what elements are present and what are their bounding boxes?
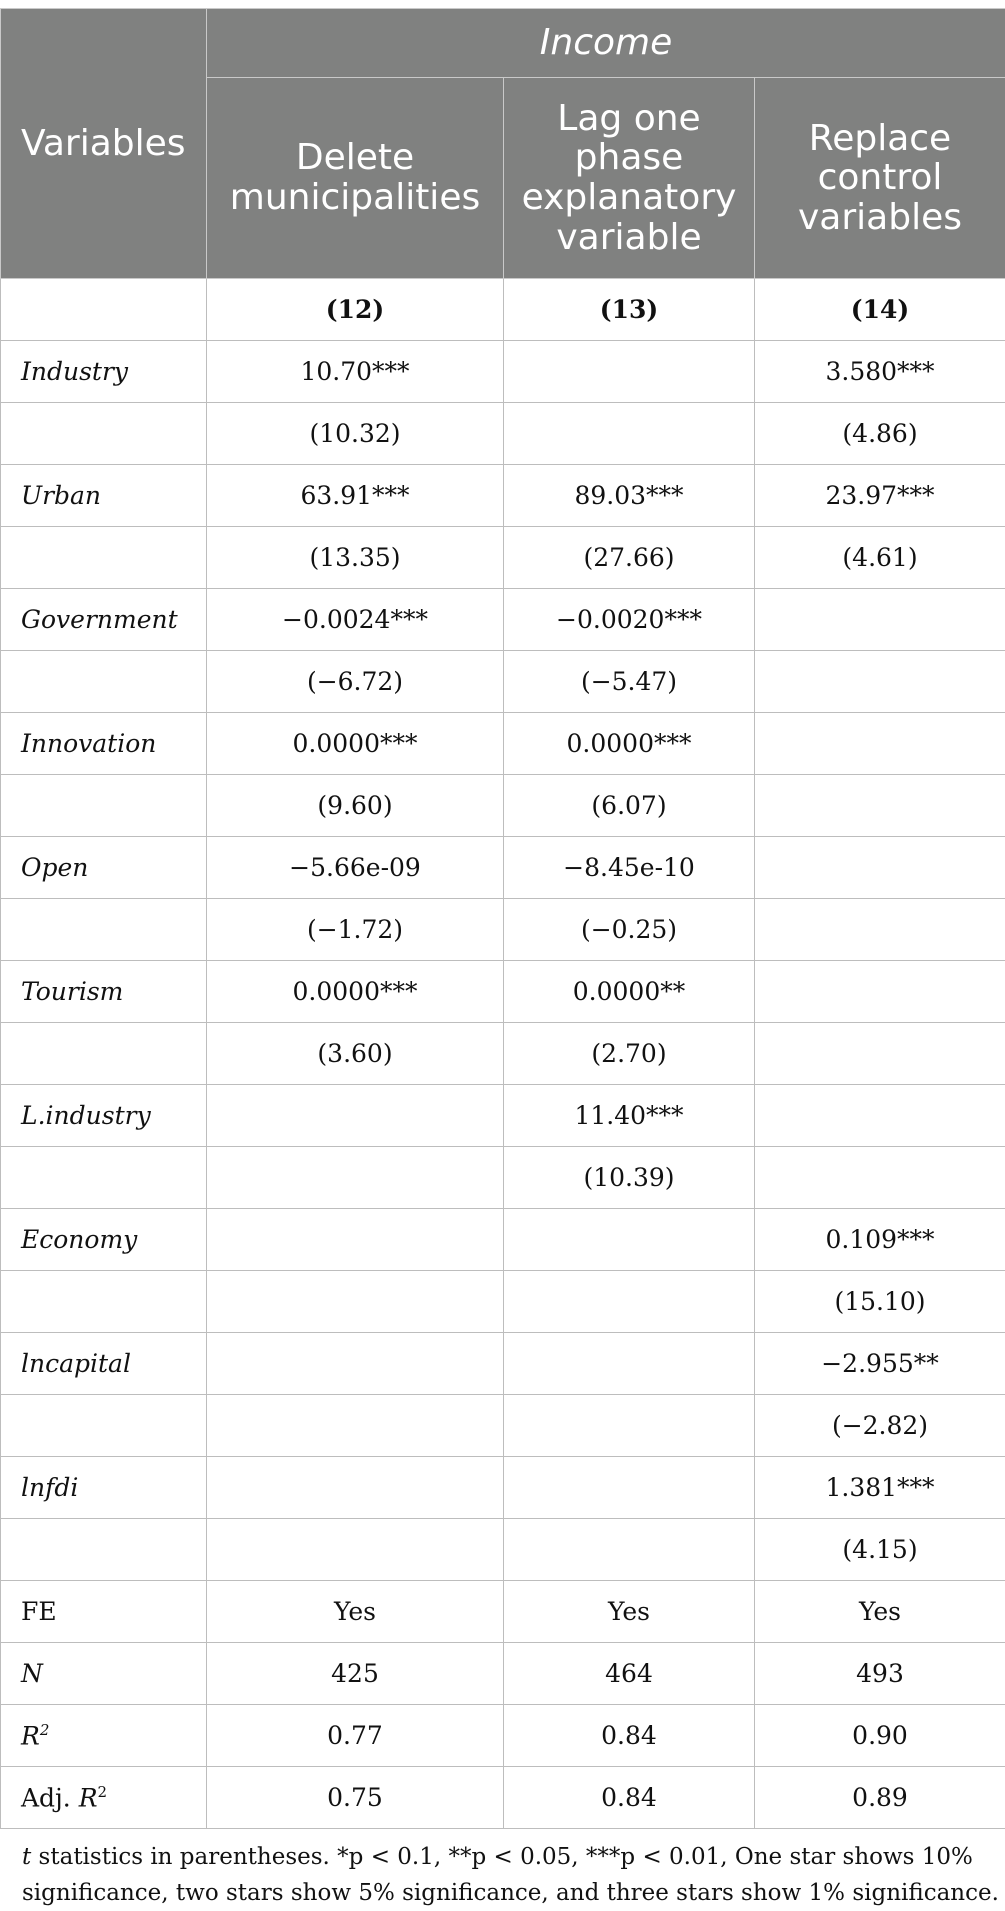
row-label xyxy=(1,403,207,465)
superscript: 2 xyxy=(98,1783,108,1801)
table-cell xyxy=(207,1085,504,1147)
statistics-rows xyxy=(1,1581,1005,1829)
table-cell: (3.60) xyxy=(207,1023,504,1085)
variables-header: Variables xyxy=(1,9,207,279)
table-cell xyxy=(755,713,1005,775)
coefficient-rows xyxy=(1,341,1005,1581)
table-cell: 0.90 xyxy=(755,1705,1005,1767)
table-cell xyxy=(504,403,755,465)
table-row xyxy=(1,589,1005,651)
results-table-container xyxy=(0,8,1005,1911)
table-cell xyxy=(207,1271,504,1333)
row-label xyxy=(1,775,207,837)
fe-row xyxy=(1,1581,1005,1643)
table-cell xyxy=(755,589,1005,651)
header-row-top xyxy=(1,9,1005,78)
table-cell: 0.0000*** xyxy=(504,713,755,775)
table-row xyxy=(1,1519,1005,1581)
table-cell: (27.66) xyxy=(504,527,755,589)
table-row xyxy=(1,403,1005,465)
r-symbol: R xyxy=(79,1783,98,1812)
table-cell xyxy=(755,651,1005,713)
table-row xyxy=(1,527,1005,589)
table-cell: (4.61) xyxy=(755,527,1005,589)
table-cell: (13.35) xyxy=(207,527,504,589)
table-cell: −5.66e-09 xyxy=(207,837,504,899)
table-cell: Yes xyxy=(504,1581,755,1643)
table-cell xyxy=(207,1519,504,1581)
table-cell: (−5.47) xyxy=(504,651,755,713)
table-cell xyxy=(207,1209,504,1271)
table-cell: 0.84 xyxy=(504,1767,755,1829)
table-cell: 3.580*** xyxy=(755,341,1005,403)
table-cell xyxy=(755,1147,1005,1209)
table-cell: Yes xyxy=(755,1581,1005,1643)
table-row xyxy=(1,1147,1005,1209)
table-cell: (15.10) xyxy=(755,1271,1005,1333)
table-row xyxy=(1,1457,1005,1519)
table-cell: 0.84 xyxy=(504,1705,755,1767)
table-cell: 0.109*** xyxy=(755,1209,1005,1271)
r2-row xyxy=(1,1705,1005,1767)
table-cell: 0.0000** xyxy=(504,961,755,1023)
row-label xyxy=(1,1023,207,1085)
table-cell: (4.15) xyxy=(755,1519,1005,1581)
table-cell: 10.70*** xyxy=(207,341,504,403)
row-label: Tourism xyxy=(1,961,207,1023)
row-label xyxy=(1,1519,207,1581)
table-cell xyxy=(755,1023,1005,1085)
row-label: FE xyxy=(1,1581,207,1643)
table-cell xyxy=(755,837,1005,899)
footnote-text: statistics in parentheses. *p < 0.1, **p < 0.05, ***p < 0.01, One star shows 10% significance, two stars show 5% significance, and three stars show 1% significance. xyxy=(22,1844,999,1906)
table-cell: (4.86) xyxy=(755,403,1005,465)
table-cell: 89.03*** xyxy=(504,465,755,527)
column-header-delete-municipalities: Delete municipalities xyxy=(207,78,504,279)
income-header: Income xyxy=(207,9,1005,78)
n-row xyxy=(1,1643,1005,1705)
row-label xyxy=(1,527,207,589)
row-label: lnfdi xyxy=(1,1457,207,1519)
table-cell: (9.60) xyxy=(207,775,504,837)
table-row xyxy=(1,837,1005,899)
table-cell: (2.70) xyxy=(504,1023,755,1085)
table-cell xyxy=(504,341,755,403)
row-label: Government xyxy=(1,589,207,651)
column-number-blank xyxy=(1,279,207,341)
row-label xyxy=(1,1395,207,1457)
table-row xyxy=(1,341,1005,403)
table-cell: (6.07) xyxy=(504,775,755,837)
row-label xyxy=(1,1271,207,1333)
table-header xyxy=(1,9,1005,279)
table-cell: 0.75 xyxy=(207,1767,504,1829)
footnote-lead: t xyxy=(22,1844,31,1870)
table-cell: 1.381*** xyxy=(755,1457,1005,1519)
table-body xyxy=(1,279,1005,341)
table-cell xyxy=(504,1519,755,1581)
table-cell xyxy=(504,1209,755,1271)
table-cell xyxy=(504,1395,755,1457)
table-cell: 0.77 xyxy=(207,1705,504,1767)
table-row xyxy=(1,713,1005,775)
row-label xyxy=(1,1767,207,1829)
table-cell: 0.0000*** xyxy=(207,961,504,1023)
table-cell: 0.89 xyxy=(755,1767,1005,1829)
column-number-row xyxy=(1,279,1005,341)
table-cell xyxy=(755,899,1005,961)
table-cell xyxy=(755,1085,1005,1147)
row-label xyxy=(1,1147,207,1209)
row-label xyxy=(1,1705,207,1767)
table-row xyxy=(1,1395,1005,1457)
row-label: Economy xyxy=(1,1209,207,1271)
table-row xyxy=(1,651,1005,713)
table-row xyxy=(1,1333,1005,1395)
column-number: (13) xyxy=(504,279,755,341)
row-label: Open xyxy=(1,837,207,899)
table-cell: 493 xyxy=(755,1643,1005,1705)
table-row xyxy=(1,961,1005,1023)
column-number: (12) xyxy=(207,279,504,341)
column-header-lag-one-phase: Lag one phase explanatory variable xyxy=(504,78,755,279)
table-cell: 11.40*** xyxy=(504,1085,755,1147)
table-cell: −0.0024*** xyxy=(207,589,504,651)
table-cell: −8.45e-10 xyxy=(504,837,755,899)
row-label xyxy=(1,899,207,961)
table-row xyxy=(1,1271,1005,1333)
row-label: Industry xyxy=(1,341,207,403)
row-label: Urban xyxy=(1,465,207,527)
table-cell: (10.32) xyxy=(207,403,504,465)
table-cell: (10.39) xyxy=(504,1147,755,1209)
table-cell xyxy=(207,1457,504,1519)
superscript: 2 xyxy=(40,1721,50,1739)
table-row xyxy=(1,1209,1005,1271)
row-label: Innovation xyxy=(1,713,207,775)
row-label: lncapital xyxy=(1,1333,207,1395)
table-cell: (−1.72) xyxy=(207,899,504,961)
table-cell xyxy=(504,1333,755,1395)
table-cell xyxy=(755,775,1005,837)
table-cell xyxy=(504,1457,755,1519)
table-cell: 0.0000*** xyxy=(207,713,504,775)
r-symbol: R xyxy=(21,1721,40,1750)
table-cell: (−6.72) xyxy=(207,651,504,713)
table-cell: −2.955** xyxy=(755,1333,1005,1395)
table-row xyxy=(1,1085,1005,1147)
table-row xyxy=(1,465,1005,527)
column-number: (14) xyxy=(755,279,1005,341)
adj-prefix: Adj. xyxy=(21,1783,79,1812)
table-cell: 23.97*** xyxy=(755,465,1005,527)
table-cell: 63.91*** xyxy=(207,465,504,527)
table-cell: (−2.82) xyxy=(755,1395,1005,1457)
table-cell xyxy=(207,1395,504,1457)
row-label: N xyxy=(1,1643,207,1705)
table-cell: 464 xyxy=(504,1643,755,1705)
row-label: L.industry xyxy=(1,1085,207,1147)
table-cell: 425 xyxy=(207,1643,504,1705)
robustness-results-table xyxy=(0,8,1005,1829)
table-cell: Yes xyxy=(207,1581,504,1643)
table-footnote xyxy=(0,1829,1005,1911)
table-row xyxy=(1,775,1005,837)
table-cell xyxy=(755,961,1005,1023)
table-cell xyxy=(207,1147,504,1209)
table-cell xyxy=(504,1271,755,1333)
table-cell xyxy=(207,1333,504,1395)
table-row xyxy=(1,1023,1005,1085)
column-header-replace-control: Replace control variables xyxy=(755,78,1005,279)
table-cell: (−0.25) xyxy=(504,899,755,961)
table-row xyxy=(1,899,1005,961)
adj-r2-row xyxy=(1,1767,1005,1829)
row-label xyxy=(1,651,207,713)
table-cell: −0.0020*** xyxy=(504,589,755,651)
